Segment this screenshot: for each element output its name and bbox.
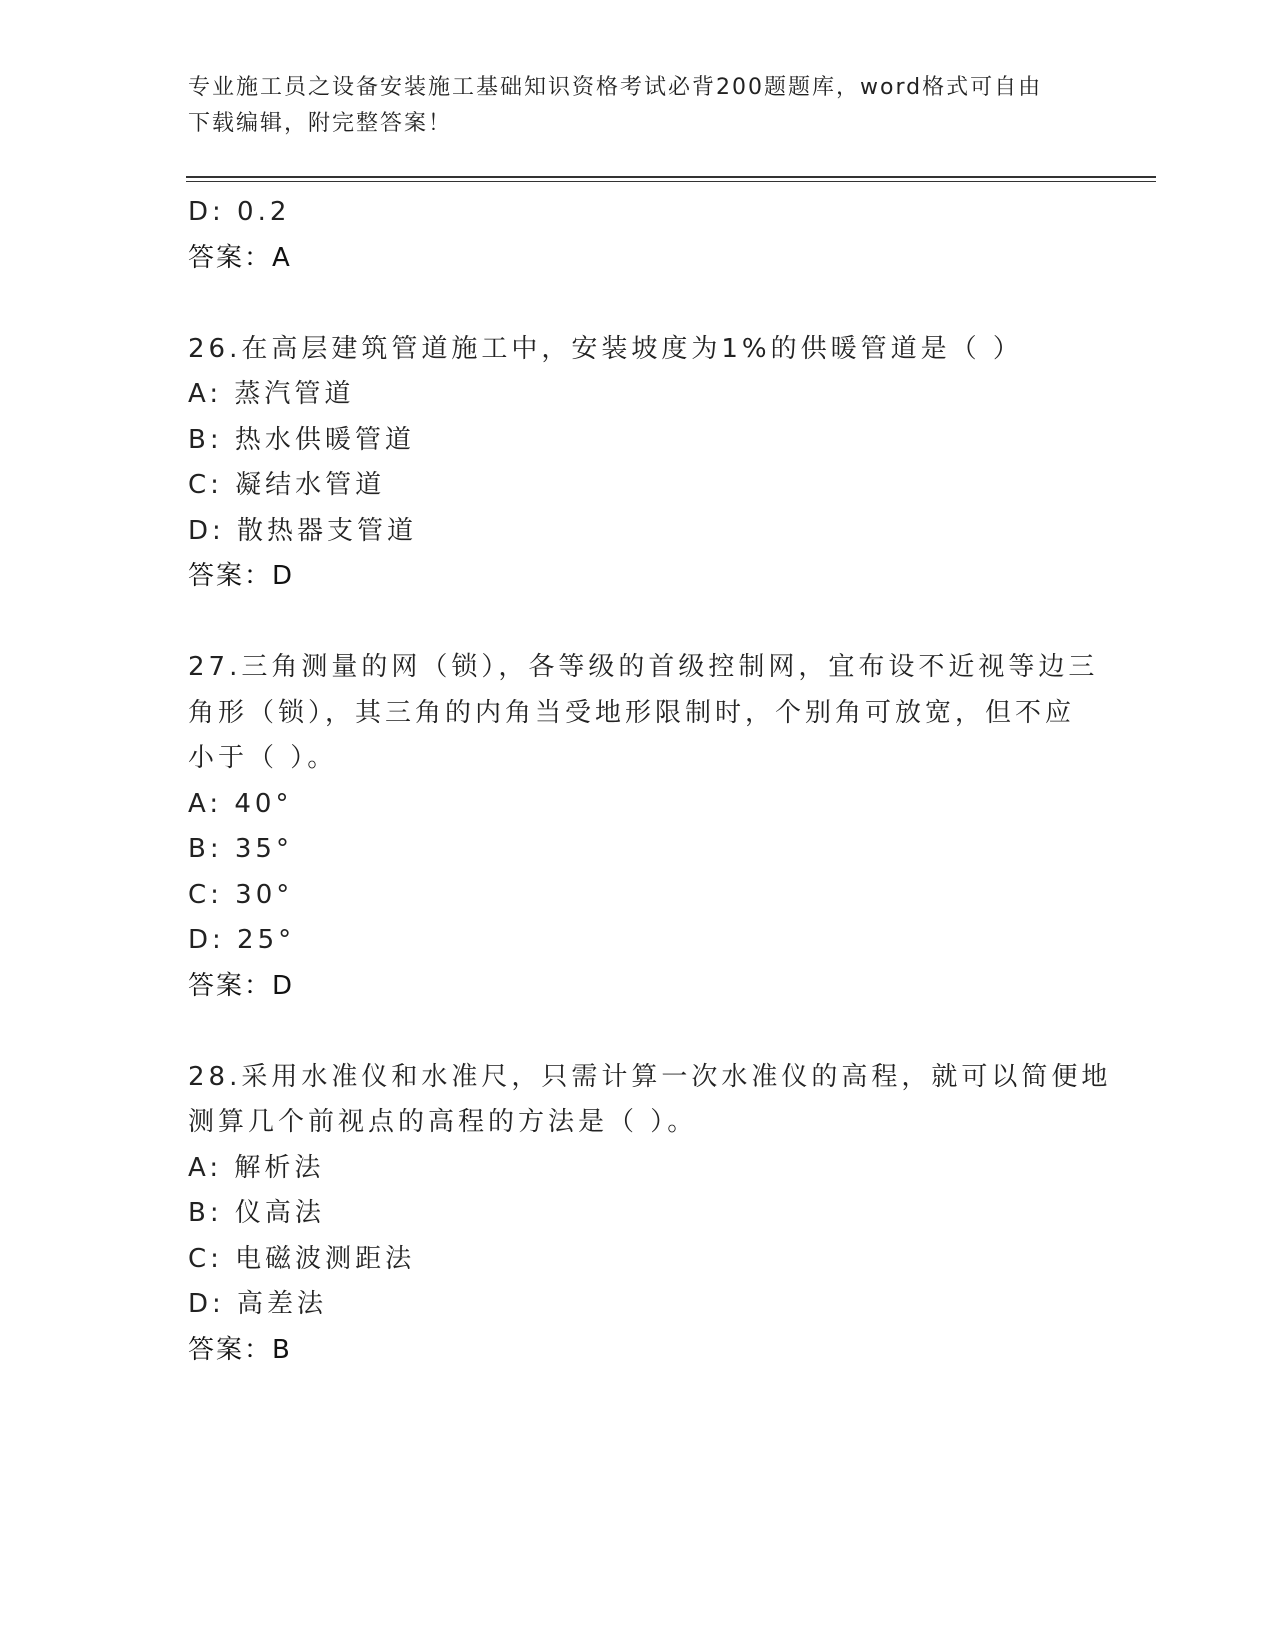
option-b: B: 仪高法 xyxy=(188,1198,325,1228)
option-a: A: 解析法 xyxy=(188,1152,325,1183)
question-stem-line: 角形（锁），其三角的内角当受地形限制时，个别角可放宽，但不应 xyxy=(188,697,1076,728)
header-rule-thin xyxy=(186,181,1156,182)
option-b: B: 热水供暖管道 xyxy=(188,424,415,455)
option-a: A: 40° xyxy=(188,788,293,819)
option-c: C: 30° xyxy=(188,879,294,910)
option-d: D: 高差法 xyxy=(188,1289,328,1319)
spacer xyxy=(188,281,1088,327)
prev-answer: 答案：A xyxy=(188,242,292,273)
option-c: C: 凝结水管道 xyxy=(188,470,386,500)
spacer xyxy=(188,600,1088,646)
option-d: D: 25° xyxy=(188,925,296,955)
header-line-2: 下载编辑，附完整答案！ xyxy=(188,111,453,136)
prev-option-d: D: 0.2 xyxy=(188,197,291,227)
option-b: B: 35° xyxy=(188,834,293,864)
question-stem-line: 测算几个前视点的高程的方法是（ ）。 xyxy=(188,1107,698,1137)
answer: 答案：D xyxy=(188,970,295,1001)
header-line-1: 专业施工员之设备安装施工基础知识资格考试必背200题题库，word格式可自由 xyxy=(188,75,1043,100)
question-27 xyxy=(188,645,1099,1009)
answer: 答案：B xyxy=(188,1334,292,1365)
question-content xyxy=(188,190,1112,1373)
question-stem-line: 小于（ ）。 xyxy=(188,743,338,773)
spacer xyxy=(188,1009,1088,1055)
header-rule-thick xyxy=(186,176,1156,178)
option-d: D: 散热器支管道 xyxy=(188,515,418,546)
question-stem-line: 26.在高层建筑管道施工中，安装坡度为1%的供暖管道是（ ） xyxy=(188,333,1023,364)
option-a: A: 蒸汽管道 xyxy=(188,379,355,409)
question-28 xyxy=(188,1055,1112,1374)
answer: 答案：D xyxy=(188,561,295,591)
question-stem-line: 27.三角测量的网（锁），各等级的首级控制网，宜布设不近视等边三 xyxy=(188,652,1099,682)
document-header xyxy=(188,70,1068,142)
option-c: C: 电磁波测距法 xyxy=(188,1243,416,1274)
question-stem-line: 28.采用水准仪和水准尺，只需计算一次水准仪的高程，就可以简便地 xyxy=(188,1061,1112,1092)
question-26 xyxy=(188,327,1088,600)
